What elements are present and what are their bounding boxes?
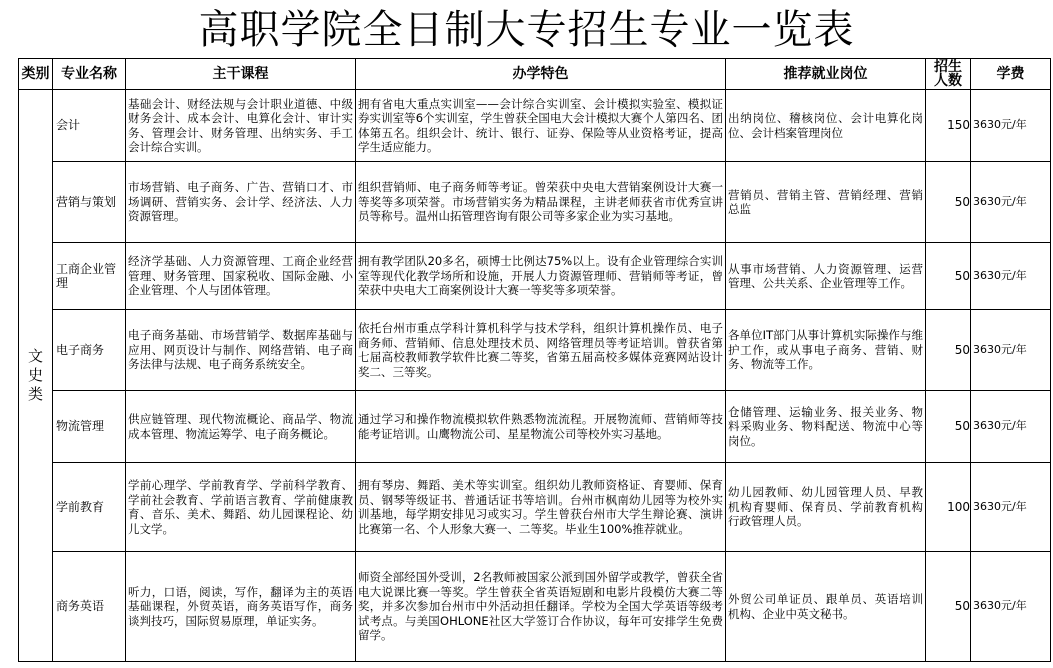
- enroll-cell: 100: [926, 463, 971, 552]
- fee-cell: 3630元/年: [971, 162, 1051, 243]
- major-name: 商务英语: [53, 552, 126, 662]
- courses-cell: 基础会计、财经法规与会计职业道德、中级财务会计、成本会计、电算化会计、审计实务、管理会计、财务管理、出纳实务、手工会计综合实训。: [126, 90, 356, 162]
- header-courses: 主干课程: [126, 59, 356, 90]
- courses-cell: 学前心理学、学前教育学、学前科学教育、学前社会教育、学前语言教育、学前健康教育、音乐、美术、舞蹈、幼儿园课程论、幼儿文学。: [126, 463, 356, 552]
- fee-cell: 3630元/年: [971, 90, 1051, 162]
- header-fee: 学费: [971, 59, 1051, 90]
- courses-cell: 供应链管理、现代物流概论、商品学、物流成本管理、物流运筹学、电子商务概论。: [126, 391, 356, 463]
- header-features: 办学特色: [356, 59, 726, 90]
- table-row: [19, 391, 1051, 463]
- major-name: 营销与策划: [53, 162, 126, 243]
- courses-cell: 电子商务基础、市场营销学、数据库基础与应用、网页设计与制作、网络营销、电子商务法律与法规、电子商务系统安全。: [126, 310, 356, 391]
- features-cell: 依托台州市重点学科计算机科学与技术学科，组织计算机操作员、电子商务师、营销师、信息处理技术员、网络管理员等考证培训。曾获省第七届高校教师教学软件比赛二等奖，省第五届高校多媒体竞赛网站设计奖二、三等奖。: [356, 310, 726, 391]
- major-name: 工商企业管理: [53, 243, 126, 310]
- jobs-cell: 幼儿园教师、幼儿园管理人员、早教机构育婴师、保育员、学前教育机构行政管理人员。: [726, 463, 926, 552]
- page-title: 高职学院全日制大专招生专业一览表: [198, 7, 855, 53]
- header-jobs: 推荐就业岗位: [726, 59, 926, 90]
- features-cell: 通过学习和操作物流模拟软件熟悉物流流程。开展物流师、营销师等技能考证培训。山鹰物流公司、星星物流公司等校外实习基地。: [356, 391, 726, 463]
- jobs-cell: 各单位IT部门从事计算机实际操作与维护工作，或从事电子商务、营销、财务、物流等工作。: [726, 310, 926, 391]
- major-name: 物流管理: [53, 391, 126, 463]
- fee-cell: 3630元/年: [971, 463, 1051, 552]
- header-enroll-line2: 人数: [934, 73, 962, 89]
- jobs-cell: 外贸公司单证员、跟单员、英语培训机构、企业中英文秘书。: [726, 552, 926, 662]
- fee-cell: 3630元/年: [971, 391, 1051, 463]
- enroll-cell: 50: [926, 552, 971, 662]
- features-cell: 拥有教学团队20多名，硕博士比例达75%以上。设有企业管理综合实训室等现代化教学场所和设施，开展人力资源管理师、营销师等考证，曾荣获中央电大工商案例设计大赛一等奖等多项荣誉。: [356, 243, 726, 310]
- features-cell: 拥有省电大重点实训室——会计综合实训室、会计模拟实验室、模拟证券实训室等6个实训室，学生曾获全国电大会计模拟大赛个人第四名、团体第五名。组织会计、统计、银行、证券、保险等从业资格考证，提高学生适应能力。: [356, 90, 726, 162]
- fee-cell: 3630元/年: [971, 243, 1051, 310]
- table-row: [19, 90, 1051, 162]
- courses-cell: 经济学基础、人力资源管理、工商企业经营管理、财务管理、国家税收、国际金融、小企业管理、个人与团体管理。: [126, 243, 356, 310]
- enroll-cell: 50: [926, 391, 971, 463]
- jobs-cell: 从事市场营销、人力资源管理、运营管理、公共关系、企业管理等工作。: [726, 243, 926, 310]
- major-table: [18, 58, 1051, 662]
- jobs-cell: 仓储管理、运输业务、报关业务、物料采购业务、物料配送、物流中心等岗位。: [726, 391, 926, 463]
- table-row: [19, 310, 1051, 391]
- enroll-cell: 50: [926, 243, 971, 310]
- header-category: 类别: [19, 59, 53, 90]
- fee-cell: 3630元/年: [971, 310, 1051, 391]
- header-row: [19, 59, 1051, 90]
- major-name: 电子商务: [53, 310, 126, 391]
- features-cell: 师资全部经国外受训，2名教师被国家公派到国外留学或教学，曾获全省电大说课比赛一等奖。学生曾获全省英语短剧和电影片段模仿大赛二等奖，并多次参加台州市中外活动担任翻译。学校为全国大学英语等级考试考点。与美国OHLONE社区大学签订合作协议，每年可安排学生免费留学。: [356, 552, 726, 662]
- jobs-cell: 营销员、营销主管、营销经理、营销总监: [726, 162, 926, 243]
- major-name: 学前教育: [53, 463, 126, 552]
- table-row: [19, 463, 1051, 552]
- category-cell: [19, 90, 53, 662]
- category-label: 文史类: [27, 347, 43, 403]
- table-row: [19, 243, 1051, 310]
- enroll-cell: 50: [926, 162, 971, 243]
- major-name: 会计: [53, 90, 126, 162]
- table-row: [19, 552, 1051, 662]
- courses-cell: 市场营销、电子商务、广告、营销口才、市场调研、营销实务、会计学、经济法、人力资源管理。: [126, 162, 356, 243]
- header-major: 专业名称: [53, 59, 126, 90]
- enroll-cell: 50: [926, 310, 971, 391]
- jobs-cell: 出纳岗位、稽核岗位、会计电算化岗位、会计档案管理岗位: [726, 90, 926, 162]
- table-row: [19, 162, 1051, 243]
- enroll-cell: 150: [926, 90, 971, 162]
- features-cell: 组织营销师、电子商务师等考证。曾荣获中央电大营销案例设计大赛一等奖等多项荣誉。市场营销实务为精品课程，主讲老师获省市优秀宣讲员等称号。温州山拓管理咨询有限公司等多家企业为实习基地。: [356, 162, 726, 243]
- header-enroll-line1: 招生: [934, 59, 962, 75]
- fee-cell: 3630元/年: [971, 552, 1051, 662]
- features-cell: 拥有琴房、舞蹈、美术等实训室。组织幼儿教师资格证、育婴师、保育员、钢琴等级证书、普通话证书等培训。台州市枫南幼儿园等为校外实训基地，每学期安排见习或实习。学生曾获台州市大学生辩论赛、演讲比赛第一名、个人形象大赛一、二等奖。毕业生100%推荐就业。: [356, 463, 726, 552]
- courses-cell: 听力，口语，阅读，写作，翻译为主的英语基础课程，外贸英语，商务英语写作，商务谈判技巧，国际贸易原理，单证实务。: [126, 552, 356, 662]
- header-enroll: [926, 59, 971, 90]
